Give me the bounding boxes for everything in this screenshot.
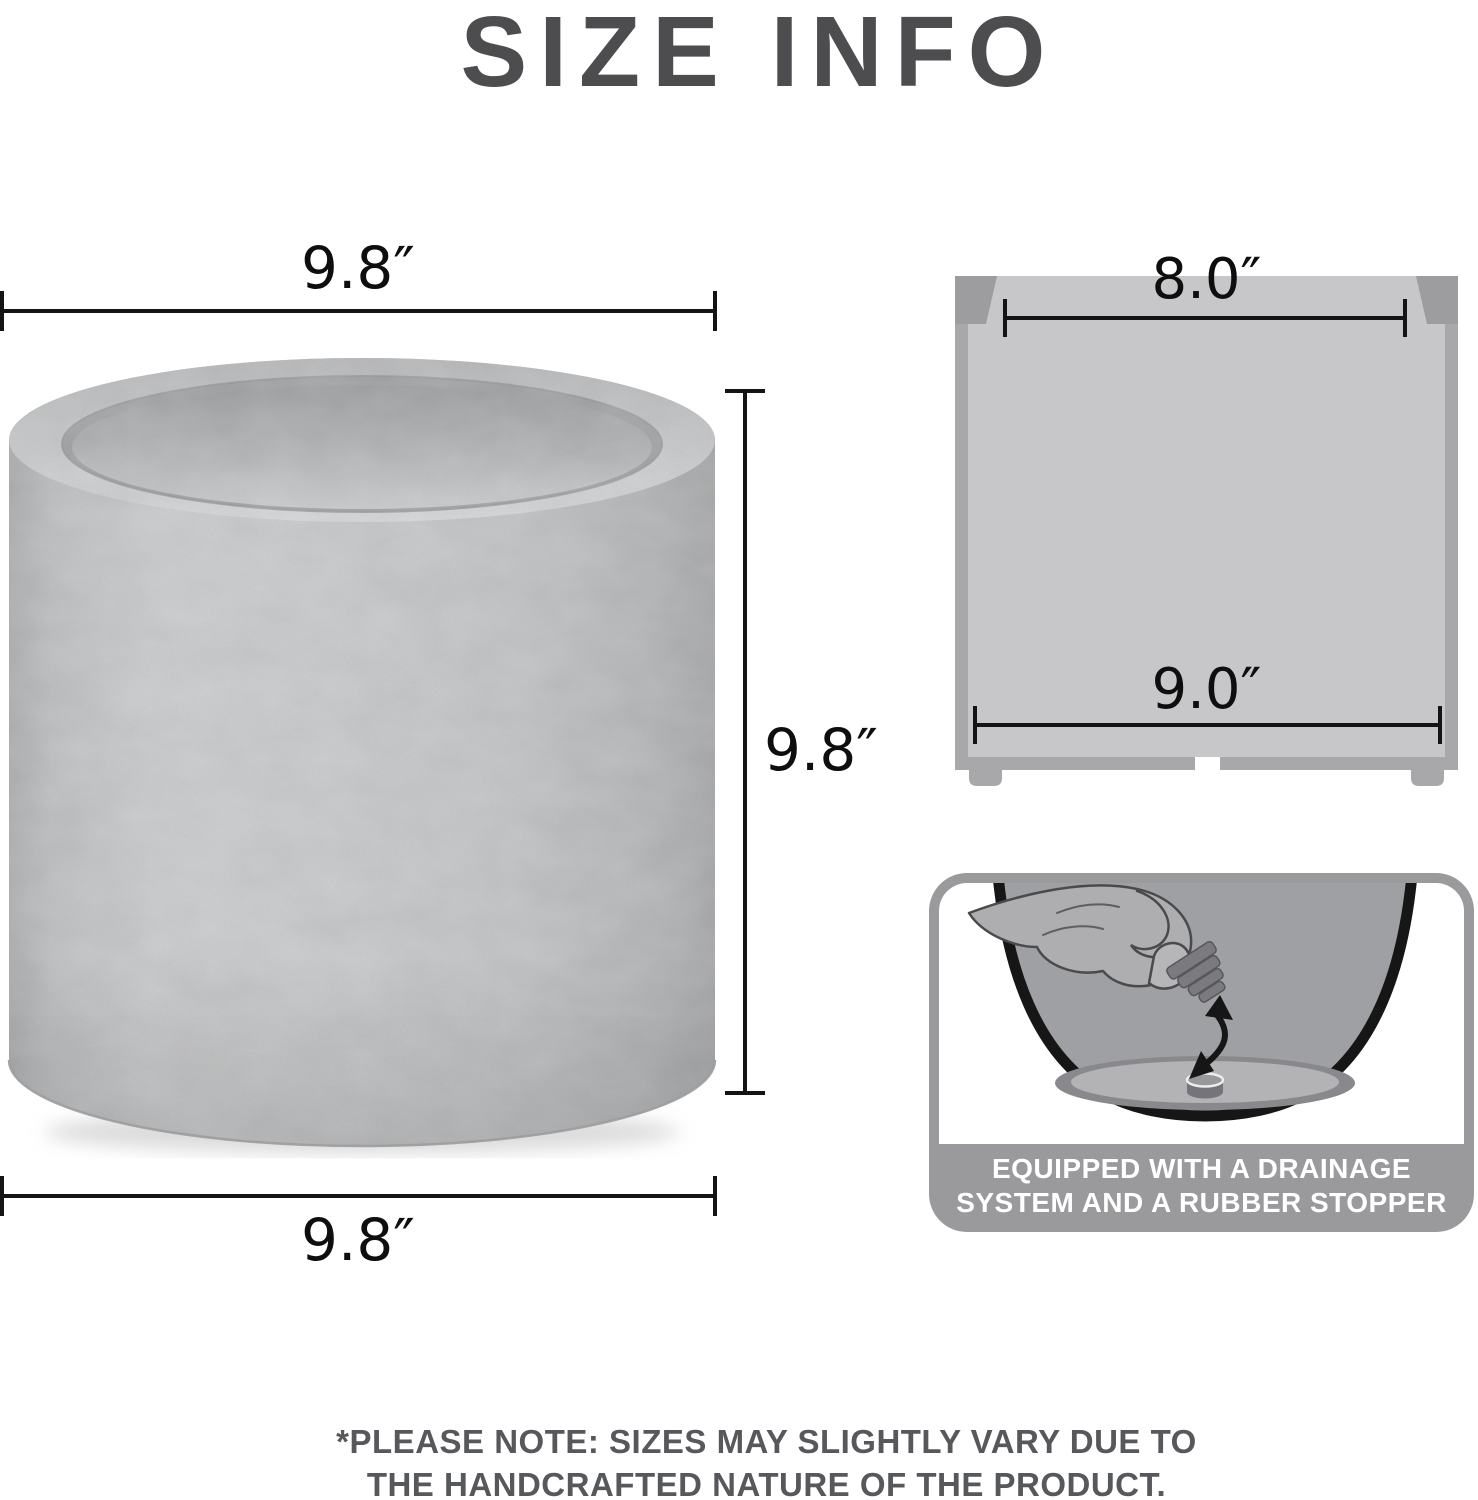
pot-bottom-width-label: 9.8″ — [301, 1206, 415, 1274]
drainage-caption-line2: SYSTEM AND A RUBBER STOPPER — [956, 1187, 1447, 1218]
pot-height-tick-bottom — [725, 1091, 765, 1095]
pot-bottom-width-dimension-line — [2, 1194, 715, 1198]
opening-width-label: 8.0″ — [1151, 247, 1262, 312]
drainage-illustration-area — [939, 883, 1464, 1144]
concrete-texture — [0, 340, 730, 1160]
drainage-hole-notch — [1195, 757, 1220, 770]
concrete-pot-photo — [0, 340, 730, 1180]
pot-height-label: 9.8″ — [764, 716, 878, 784]
pot-top-width-dimension-line — [2, 309, 715, 313]
foot-right — [1411, 770, 1444, 786]
pot-top-width-tick-left — [0, 291, 4, 331]
hand-illustration — [969, 885, 1191, 988]
page-title: SIZE INFO — [460, 0, 1058, 108]
drainage-panel — [929, 873, 1474, 1232]
pot-top-width-tick-right — [713, 291, 717, 331]
pot-height-dimension-line — [743, 391, 747, 1095]
drainage-caption — [929, 1144, 1474, 1232]
drainage-caption-line1: EQUIPPED WITH A DRAINAGE — [991, 1153, 1412, 1184]
footnote-line1: *PLEASE NOTE: SIZES MAY SLIGHTLY VARY DUE TO — [336, 1423, 1197, 1460]
footnote-line2: THE HANDCRAFTED NATURE OF THE PRODUCT. — [366, 1466, 1167, 1500]
footnote — [55, 1420, 1478, 1500]
foot-left — [969, 770, 1002, 786]
drainage-illustration — [939, 883, 1464, 1144]
pot-top-width-label: 9.8″ — [301, 234, 415, 302]
pot-height-tick-top — [725, 389, 765, 393]
base-width-label: 9.0″ — [1151, 657, 1262, 722]
